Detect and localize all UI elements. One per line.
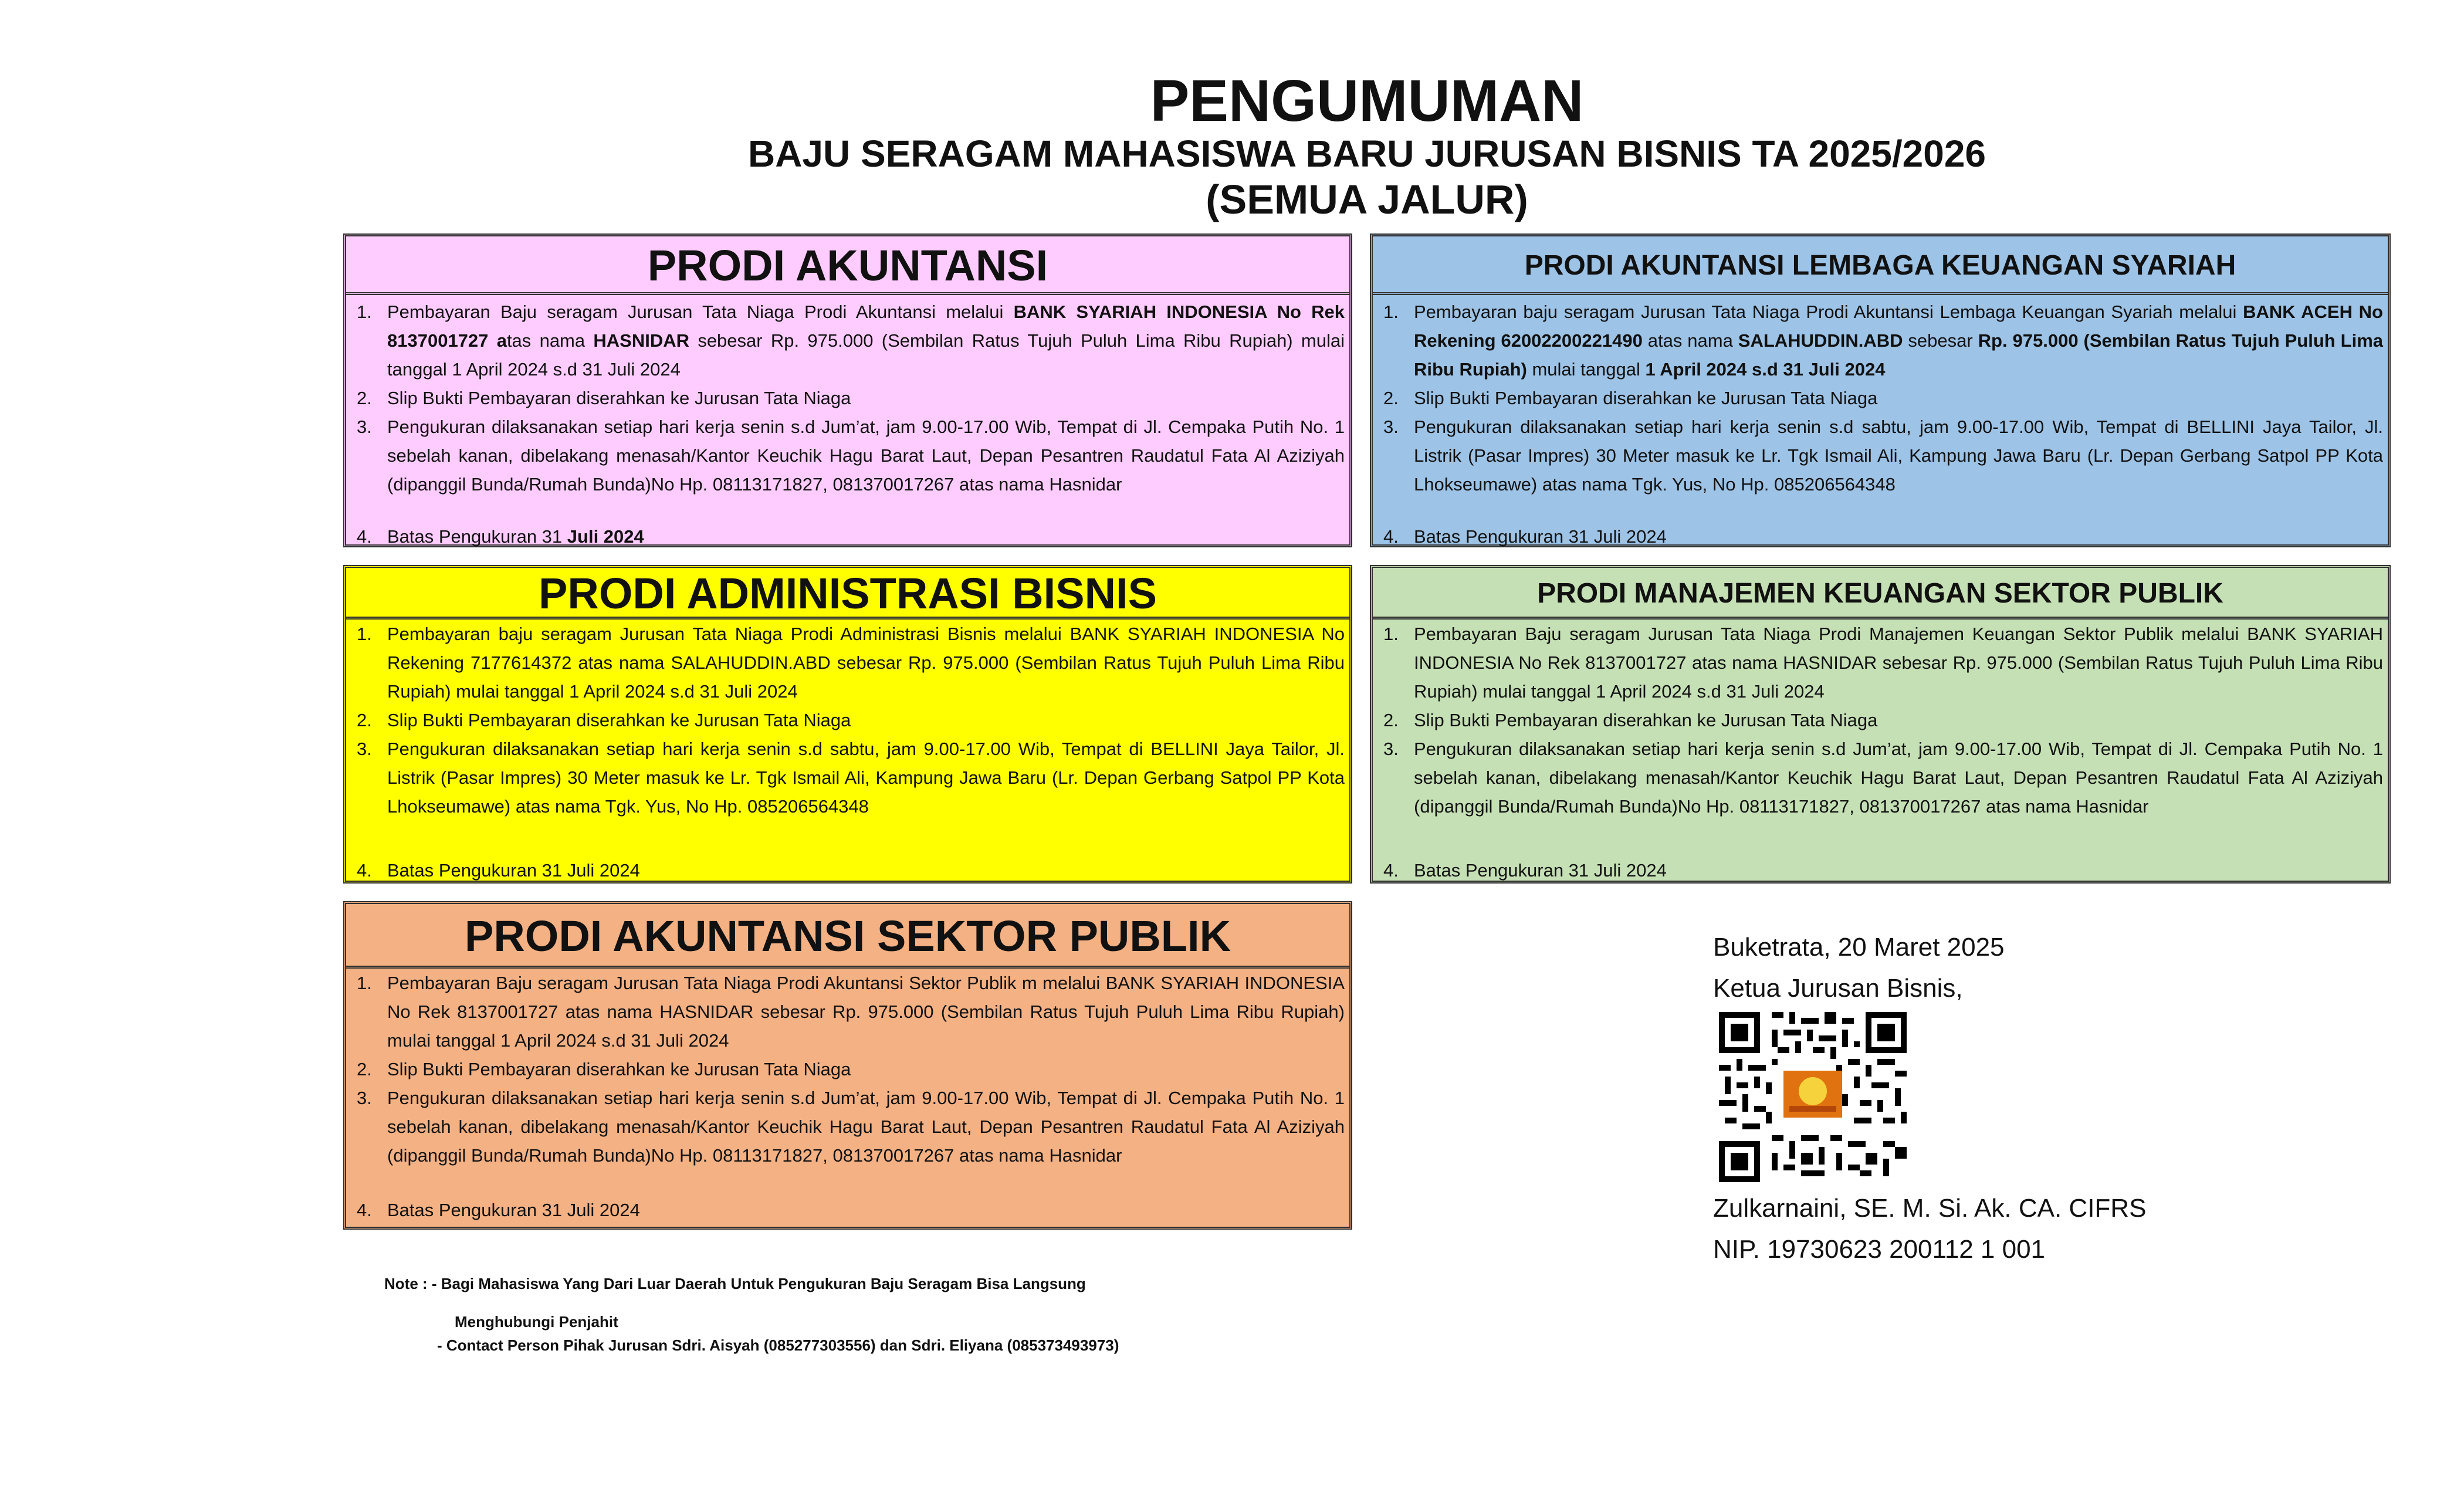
section-heading: PRODI AKUNTANSI bbox=[346, 236, 1349, 295]
list-item: 2. Slip Bukti Pembayaran diserahkan ke Jurusan Tata Niaga bbox=[357, 710, 851, 730]
signature-position: Ketua Jurusan Bisnis, bbox=[1713, 974, 1963, 1003]
section-body bbox=[1373, 620, 2388, 885]
list-item: 3. Pengukuran dilaksanakan setiap hari kerja senin s.d sabtu, jam 9.00-17.00 Wib, Tempat di BELLINI Jaya Tailor, Jl. Listrik (Pasar Impres) 30 Meter masuk ke Lr. Tgk Ismail Ali, Kampung Jawa Baru (Lr. Depan Gerbang Satpol PP Kota Lhokseumawe) atas nama Tgk. Yus, No Hp. 085206564348 bbox=[357, 739, 1345, 817]
list-item: 2. Slip Bukti Pembayaran diserahkan ke Jurusan Tata Niaga bbox=[1383, 388, 1878, 408]
list-item: 3. Pengukuran dilaksanakan setiap hari kerja senin s.d Jum’at, jam 9.00-17.00 Wib, Tempat di Jl. Cempaka Putih No. 1 sebelah kanan, dibelakang menasah/Kantor Keuchik Hagu Barat Laut, Depan Pesantren Raudatul Fata Al Aziziyah (dipanggil Bunda/Rumah Bunda)No Hp. 08113171827, 081370017267 atas nama Hasnidar bbox=[1383, 739, 2383, 817]
signature-nip: NIP. 19730623 200112 1 001 bbox=[1713, 1235, 2046, 1264]
qr-code-signature-icon bbox=[1719, 1012, 1907, 1182]
list-item: 3. Pengukuran dilaksanakan setiap hari kerja senin s.d Jum’at, jam 9.00-17.00 Wib, Tempat di Jl. Cempaka Putih No. 1 sebelah kanan, dibelakang menasah/Kantor Keuchik Hagu Barat Laut, Depan Pesantren Raudatul Fata Al Aziziyah (dipanggil Bunda/Rumah Bunda)No Hp. 08113171827, 081370017267 atas nama Hasnidar bbox=[357, 417, 1345, 495]
section-heading: PRODI ADMINISTRASI BISNIS bbox=[346, 568, 1349, 620]
section-akuntansi-sektor-publik bbox=[343, 901, 1352, 1230]
list-item: 4. Batas Pengukuran 31 Juli 2024 bbox=[357, 526, 644, 547]
list-item: 1. Pembayaran Baju seragam Jurusan Tata Niaga Prodi Akuntansi Sektor Publik m melalui BANK SYARIAH INDONESIA No Rek 8137001727 atas nama HASNIDAR sebesar Rp. 975.000 (Sembilan Ratus Tujuh Puluh Lima Ribu Rupiah) mulai tanggal 1 April 2024 s.d 31 Juli 2024 bbox=[357, 973, 1345, 1051]
section-akuntansi-lembaga-keuangan-syariah bbox=[1370, 233, 2391, 547]
section-body bbox=[346, 297, 1349, 551]
section-heading: PRODI AKUNTANSI LEMBAGA KEUANGAN SYARIAH bbox=[1373, 236, 2388, 295]
section-body bbox=[1373, 297, 2388, 551]
list-item: 1. Pembayaran Baju seragam Jurusan Tata Niaga Prodi Manajemen Keuangan Sektor Publik melalui BANK SYARIAH INDONESIA No Rek 8137001727 atas nama HASNIDAR sebesar Rp. 975.000 (Sembilan Ratus Tujuh Puluh Lima Ribu Rupiah) mulai tanggal 1 April 2024 s.d 31 Juli 2024 bbox=[1383, 624, 2383, 702]
list-item: 3. Pengukuran dilaksanakan setiap hari kerja senin s.d sabtu, jam 9.00-17.00 Wib, Tempat di BELLINI Jaya Tailor, Jl. Listrik (Pasar Impres) 30 Meter masuk ke Lr. Tgk Ismail Ali, Kampung Jawa Baru (Lr. Depan Gerbang Satpol PP Kota Lhokseumawe) atas nama Tgk. Yus, No Hp. 085206564348 bbox=[1383, 417, 2383, 495]
list-item: 4. Batas Pengukuran 31 Juli 2024 bbox=[1383, 526, 1667, 547]
section-akuntansi bbox=[343, 233, 1352, 547]
list-item: 4. Batas Pengukuran 31 Juli 2024 bbox=[1383, 860, 1667, 881]
signature-name: Zulkarnaini, SE. M. Si. Ak. CA. CIFRS bbox=[1713, 1194, 2147, 1223]
section-body bbox=[346, 620, 1349, 885]
section-heading: PRODI AKUNTANSI SEKTOR PUBLIK bbox=[346, 904, 1349, 969]
list-item: 3. Pengukuran dilaksanakan setiap hari kerja senin s.d Jum’at, jam 9.00-17.00 Wib, Tempat di Jl. Cempaka Putih No. 1 sebelah kanan, dibelakang menasah/Kantor Keuchik Hagu Barat Laut, Depan Pesantren Raudatul Fata Al Aziziyah (dipanggil Bunda/Rumah Bunda)No Hp. 08113171827, 081370017267 atas nama Hasnidar bbox=[357, 1088, 1345, 1166]
note-line-3: - Contact Person Pihak Jurusan Sdri. Aisyah (085277303556) dan Sdri. Eliyana (085373493973) bbox=[437, 1336, 1119, 1354]
list-item: 1. Pembayaran baju seragam Jurusan Tata Niaga Prodi Akuntansi Lembaga Keuangan Syariah melalui BANK ACEH No Rekening 62002200221490 atas nama SALAHUDDIN.ABD sebesar Rp. 975.000 (Sembilan Ratus Tujuh Puluh Lima Ribu Rupiah) mulai tanggal 1 April 2024 s.d 31 Juli 2024 bbox=[1383, 302, 2384, 380]
note-line-1: Note : - Bagi Mahasiswa Yang Dari Luar Daerah Untuk Pengukuran Baju Seragam Bisa Langsung bbox=[384, 1275, 1086, 1292]
list-item: 4. Batas Pengukuran 31 Juli 2024 bbox=[357, 1200, 640, 1220]
section-manajemen-keuangan-sektor-publik bbox=[1370, 565, 2391, 884]
list-item: 1. Pembayaran Baju seragam Jurusan Tata Niaga Prodi Akuntansi melalui BANK SYARIAH INDONESIA No Rek 8137001727 atas nama HASNIDAR sebesar Rp. 975.000 (Sembilan Ratus Tujuh Puluh Lima Ribu Rupiah) mulai tanggal 1 April 2024 s.d 31 Juli 2024 bbox=[357, 302, 1345, 380]
list-item: 4. Batas Pengukuran 31 Juli 2024 bbox=[357, 860, 640, 881]
page-subtitle: BAJU SERAGAM MAHASISWA BARU JURUSAN BISNIS TA 2025/2026 bbox=[747, 133, 1986, 175]
list-item: 2. Slip Bukti Pembayaran diserahkan ke Jurusan Tata Niaga bbox=[357, 388, 851, 408]
list-item: 1. Pembayaran baju seragam Jurusan Tata Niaga Prodi Administrasi Bisnis melalui BANK SYARIAH INDONESIA No Rekening 7177614372 atas nama SALAHUDDIN.ABD sebesar Rp. 975.000 (Sembilan Ratus Tujuh Puluh Lima Ribu Rupiah) mulai tanggal 1 April 2024 s.d 31 Juli 2024 bbox=[357, 624, 1345, 702]
list-item: 2. Slip Bukti Pembayaran diserahkan ke Jurusan Tata Niaga bbox=[357, 1059, 851, 1079]
section-heading: PRODI MANAJEMEN KEUANGAN SEKTOR PUBLIK bbox=[1373, 568, 2388, 620]
signature-place-date: Buketrata, 20 Maret 2025 bbox=[1713, 933, 2005, 962]
page-subtitle-2: (SEMUA JALUR) bbox=[1206, 177, 1528, 222]
section-administrasi-bisnis bbox=[343, 565, 1352, 884]
page-title: PENGUMUMAN bbox=[1150, 68, 1584, 134]
note-line-2: Menghubungi Penjahit bbox=[455, 1313, 618, 1331]
section-body bbox=[346, 969, 1349, 1224]
list-item: 2. Slip Bukti Pembayaran diserahkan ke Jurusan Tata Niaga bbox=[1383, 710, 1878, 730]
